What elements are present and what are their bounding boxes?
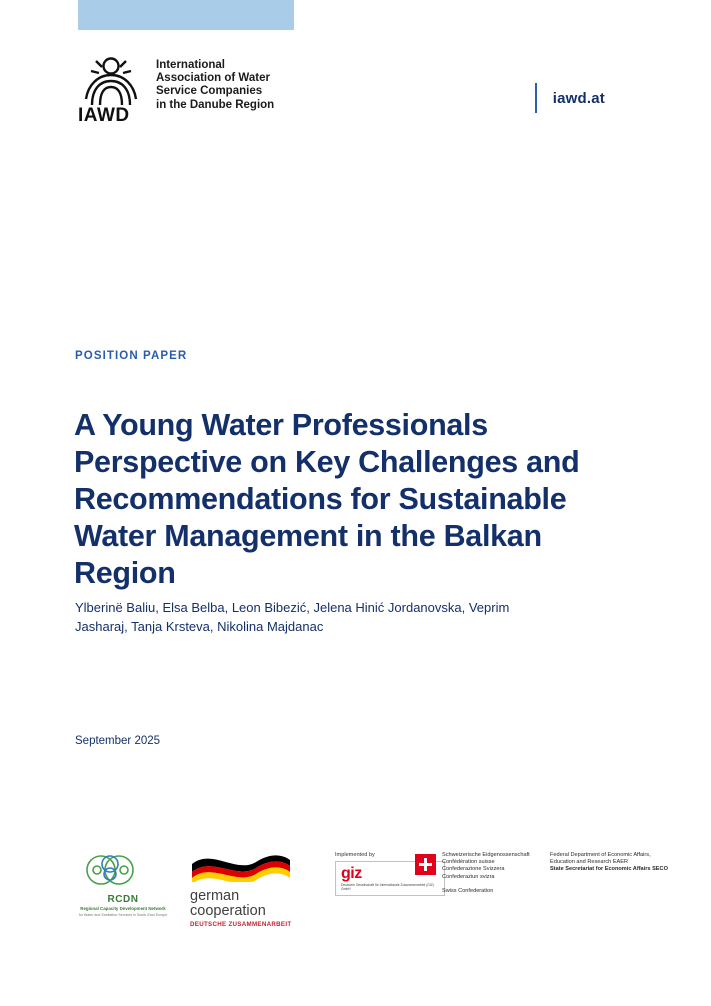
- rcdn-mark-icon: [75, 852, 171, 888]
- iawd-wordmark: IAWD: [78, 105, 130, 126]
- swiss-names: [442, 852, 540, 895]
- german-cooperation-title: [190, 889, 320, 919]
- german-cooperation-line1: german: [190, 888, 240, 904]
- swiss-flag-icon: [415, 854, 436, 875]
- german-cooperation-subtitle: DEUTSCHE ZUSAMMENARBEIT: [190, 921, 292, 928]
- rcdn-name: RCDN: [107, 894, 139, 905]
- swiss-name-fr: Confédération suisse: [442, 859, 495, 866]
- page-title: A Young Water Professionals Perspective on Key Challenges and Recommendations for Sustainable Water Management in the Balkan Region: [74, 408, 580, 591]
- publication-date: September 2025: [75, 735, 161, 747]
- iawd-logo-mark-icon: [78, 55, 144, 127]
- giz-wordmark: giz: [341, 865, 362, 882]
- seco-line1: Federal Department of Economic Affairs,: [550, 852, 651, 858]
- swiss-confederation-logo: [415, 852, 711, 895]
- swiss-name-rm: Confederaziun svizra: [442, 873, 495, 880]
- top-accent-bar: [78, 0, 294, 30]
- iawd-logo-text: International Association of Water Service Companies in the Danube Region: [156, 59, 275, 111]
- german-cooperation-logo: [190, 852, 320, 928]
- german-flag-wave-icon: [190, 852, 294, 882]
- rcdn-logo: [75, 852, 171, 917]
- document-header: [78, 55, 633, 135]
- seco-line2: Education and Research EAER: [550, 859, 629, 866]
- rcdn-subtitle: Regional Capacity Development Network: [80, 906, 166, 911]
- swiss-name-it: Confederazione Svizzera: [442, 866, 505, 873]
- divider: [535, 83, 537, 113]
- rcdn-subtitle-2: for Water and Sanitation Services in South-East Europe: [78, 913, 168, 918]
- swiss-name-en: Swiss Confederation: [442, 887, 494, 894]
- author-list: Ylberinë Baliu, Elsa Belba, Leon Bibezić, Jelena Hinić Jordanovska, Veprim Jasharaj, Tanja Krsteva, Nikolina Majdanac: [75, 600, 510, 634]
- swiss-name-de: Schweizerische Eidgenossenschaft: [442, 852, 530, 858]
- document-kicker: POSITION PAPER: [75, 350, 188, 362]
- iawd-logo: [78, 55, 274, 127]
- seco-name: State Secretariat for Economic Affairs SECO: [550, 866, 668, 873]
- website-link[interactable]: [535, 83, 605, 113]
- giz-subtitle: Deutsche Gesellschaft für Internationale Zusammenarbeit (GIZ) GmbH: [341, 883, 434, 892]
- giz-implemented-by: Implemented by: [335, 852, 375, 858]
- footer-logos: [75, 852, 671, 932]
- german-cooperation-line2: cooperation: [190, 903, 266, 919]
- website-url-label: iawd.at: [552, 89, 605, 107]
- seco-department: [550, 852, 680, 874]
